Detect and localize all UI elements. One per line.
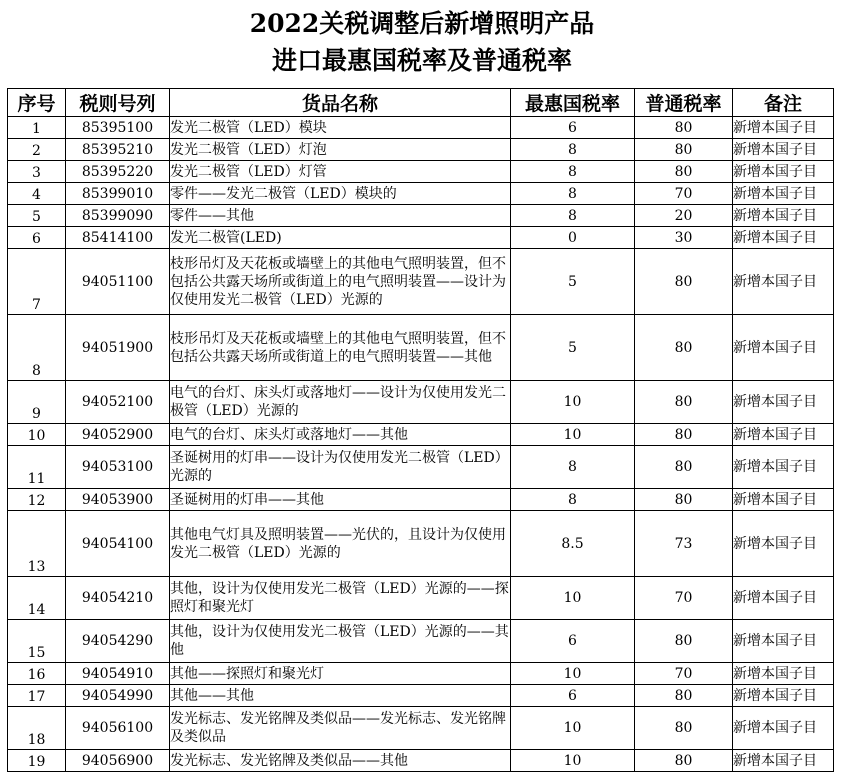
cell-general-rate: 80 xyxy=(635,707,733,750)
cell-general-rate: 80 xyxy=(635,750,733,772)
cell-note: 新增本国子目 xyxy=(733,315,834,381)
cell-code: 94051900 xyxy=(66,315,170,381)
table-row xyxy=(8,183,834,205)
cell-mfn-rate: 6 xyxy=(511,117,635,139)
cell-mfn-rate: 10 xyxy=(511,381,635,424)
cell-general-rate: 70 xyxy=(635,577,733,620)
document-title-line1: 2022关税调整后新增照明产品 xyxy=(249,9,595,38)
table-row xyxy=(8,139,834,161)
cell-note: 新增本国子目 xyxy=(733,424,834,446)
cell-general-rate: 80 xyxy=(635,685,733,707)
cell-name: 其他电气灯具及照明装置——光伏的，且设计为仅使用发光二极管（LED）光源的 xyxy=(170,511,511,577)
cell-seq: 8 xyxy=(8,315,66,381)
cell-code: 85399090 xyxy=(66,205,170,227)
cell-seq: 19 xyxy=(8,750,66,772)
table-row xyxy=(8,424,834,446)
table-row xyxy=(8,381,834,424)
cell-mfn-rate: 0 xyxy=(511,227,635,249)
cell-code: 94054910 xyxy=(66,663,170,685)
cell-note: 新增本国子目 xyxy=(733,663,834,685)
cell-mfn-rate: 6 xyxy=(511,620,635,663)
cell-note: 新增本国子目 xyxy=(733,381,834,424)
cell-seq: 5 xyxy=(8,205,66,227)
cell-mfn-rate: 5 xyxy=(511,315,635,381)
cell-note: 新增本国子目 xyxy=(733,577,834,620)
cell-mfn-rate: 8 xyxy=(511,183,635,205)
cell-note: 新增本国子目 xyxy=(733,685,834,707)
table-row xyxy=(8,446,834,489)
cell-name: 其他——其他 xyxy=(170,685,511,707)
cell-mfn-rate: 10 xyxy=(511,750,635,772)
cell-seq: 18 xyxy=(8,707,66,750)
cell-mfn-rate: 8 xyxy=(511,489,635,511)
table-row xyxy=(8,489,834,511)
cell-name: 其他，设计为仅使用发光二极管（LED）光源的——探照灯和聚光灯 xyxy=(170,577,511,620)
cell-code: 94054100 xyxy=(66,511,170,577)
cell-seq: 7 xyxy=(8,249,66,315)
cell-name: 发光二极管(LED) xyxy=(170,227,511,249)
table-row xyxy=(8,315,834,381)
cell-note: 新增本国子目 xyxy=(733,750,834,772)
table-row xyxy=(8,161,834,183)
cell-seq: 15 xyxy=(8,620,66,663)
cell-name: 发光标志、发光铭牌及类似品——发光标志、发光铭牌及类似品 xyxy=(170,707,511,750)
cell-name: 发光二极管（LED）灯泡 xyxy=(170,139,511,161)
table-row xyxy=(8,620,834,663)
table-row xyxy=(8,117,834,139)
cell-seq: 10 xyxy=(8,424,66,446)
cell-mfn-rate: 8.5 xyxy=(511,511,635,577)
cell-note: 新增本国子目 xyxy=(733,161,834,183)
cell-name: 枝形吊灯及天花板或墙壁上的其他电气照明装置，但不包括公共露天场所或街道上的电气照明装置——其他 xyxy=(170,315,511,381)
cell-note: 新增本国子目 xyxy=(733,489,834,511)
table-row xyxy=(8,707,834,750)
cell-name: 电气的台灯、床头灯或落地灯——其他 xyxy=(170,424,511,446)
header-note: 备注 xyxy=(733,89,834,117)
tariff-table xyxy=(7,88,834,772)
cell-code: 94052100 xyxy=(66,381,170,424)
cell-general-rate: 73 xyxy=(635,511,733,577)
cell-note: 新增本国子目 xyxy=(733,205,834,227)
cell-seq: 13 xyxy=(8,511,66,577)
cell-code: 85395210 xyxy=(66,139,170,161)
cell-name: 其他——探照灯和聚光灯 xyxy=(170,663,511,685)
cell-name: 发光二极管（LED）模块 xyxy=(170,117,511,139)
table-row xyxy=(8,249,834,315)
cell-code: 94053100 xyxy=(66,446,170,489)
cell-seq: 3 xyxy=(8,161,66,183)
document-title-line2: 进口最惠国税率及普通税率 xyxy=(271,46,572,75)
header-code: 税则号列 xyxy=(66,89,170,117)
cell-seq: 1 xyxy=(8,117,66,139)
cell-general-rate: 80 xyxy=(635,446,733,489)
cell-code: 94051100 xyxy=(66,249,170,315)
cell-note: 新增本国子目 xyxy=(733,446,834,489)
cell-code: 94056100 xyxy=(66,707,170,750)
cell-note: 新增本国子目 xyxy=(733,249,834,315)
cell-seq: 9 xyxy=(8,381,66,424)
cell-seq: 14 xyxy=(8,577,66,620)
cell-name: 发光标志、发光铭牌及类似品——其他 xyxy=(170,750,511,772)
cell-code: 85395100 xyxy=(66,117,170,139)
cell-code: 85414100 xyxy=(66,227,170,249)
cell-seq: 11 xyxy=(8,446,66,489)
cell-mfn-rate: 5 xyxy=(511,249,635,315)
cell-general-rate: 70 xyxy=(635,663,733,685)
cell-code: 94054210 xyxy=(66,577,170,620)
cell-mfn-rate: 8 xyxy=(511,446,635,489)
cell-general-rate: 30 xyxy=(635,227,733,249)
table-row xyxy=(8,511,834,577)
table-row xyxy=(8,685,834,707)
cell-name: 零件——发光二极管（LED）模块的 xyxy=(170,183,511,205)
cell-mfn-rate: 8 xyxy=(511,161,635,183)
cell-seq: 17 xyxy=(8,685,66,707)
cell-mfn-rate: 10 xyxy=(511,577,635,620)
table-row xyxy=(8,663,834,685)
cell-note: 新增本国子目 xyxy=(733,511,834,577)
cell-mfn-rate: 10 xyxy=(511,424,635,446)
cell-name: 电气的台灯、床头灯或落地灯——设计为仅使用发光二极管（LED）光源的 xyxy=(170,381,511,424)
cell-general-rate: 80 xyxy=(635,117,733,139)
cell-code: 94054290 xyxy=(66,620,170,663)
cell-mfn-rate: 10 xyxy=(511,707,635,750)
cell-note: 新增本国子目 xyxy=(733,707,834,750)
cell-code: 94054990 xyxy=(66,685,170,707)
cell-general-rate: 80 xyxy=(635,249,733,315)
cell-mfn-rate: 8 xyxy=(511,139,635,161)
cell-code: 94052900 xyxy=(66,424,170,446)
table-row xyxy=(8,205,834,227)
cell-general-rate: 70 xyxy=(635,183,733,205)
cell-note: 新增本国子目 xyxy=(733,227,834,249)
cell-general-rate: 80 xyxy=(635,489,733,511)
table-row xyxy=(8,750,834,772)
header-seq: 序号 xyxy=(8,89,66,117)
cell-code: 94056900 xyxy=(66,750,170,772)
cell-general-rate: 80 xyxy=(635,139,733,161)
cell-note: 新增本国子目 xyxy=(733,139,834,161)
cell-mfn-rate: 10 xyxy=(511,663,635,685)
cell-name: 其他，设计为仅使用发光二极管（LED）光源的——其他 xyxy=(170,620,511,663)
cell-general-rate: 80 xyxy=(635,381,733,424)
cell-general-rate: 20 xyxy=(635,205,733,227)
header-name: 货品名称 xyxy=(170,89,511,117)
header-mfn-rate: 最惠国税率 xyxy=(511,89,635,117)
header-general-rate: 普通税率 xyxy=(635,89,733,117)
cell-name: 零件——其他 xyxy=(170,205,511,227)
cell-general-rate: 80 xyxy=(635,620,733,663)
table-header-row xyxy=(8,89,834,117)
cell-code: 94053900 xyxy=(66,489,170,511)
cell-code: 85395220 xyxy=(66,161,170,183)
cell-seq: 12 xyxy=(8,489,66,511)
cell-name: 圣诞树用的灯串——其他 xyxy=(170,489,511,511)
cell-seq: 2 xyxy=(8,139,66,161)
cell-seq: 4 xyxy=(8,183,66,205)
cell-name: 圣诞树用的灯串——设计为仅使用发光二极管（LED）光源的 xyxy=(170,446,511,489)
cell-note: 新增本国子目 xyxy=(733,183,834,205)
cell-note: 新增本国子目 xyxy=(733,620,834,663)
cell-code: 85399010 xyxy=(66,183,170,205)
table-row xyxy=(8,227,834,249)
table-row xyxy=(8,577,834,620)
cell-note: 新增本国子目 xyxy=(733,117,834,139)
cell-mfn-rate: 8 xyxy=(511,205,635,227)
cell-seq: 16 xyxy=(8,663,66,685)
cell-seq: 6 xyxy=(8,227,66,249)
cell-mfn-rate: 6 xyxy=(511,685,635,707)
cell-name: 枝形吊灯及天花板或墙壁上的其他电气照明装置，但不包括公共露天场所或街道上的电气照明装置——设计为仅使用发光二极管（LED）光源的 xyxy=(170,249,511,315)
cell-name: 发光二极管（LED）灯管 xyxy=(170,161,511,183)
cell-general-rate: 80 xyxy=(635,424,733,446)
cell-general-rate: 80 xyxy=(635,161,733,183)
cell-general-rate: 80 xyxy=(635,315,733,381)
